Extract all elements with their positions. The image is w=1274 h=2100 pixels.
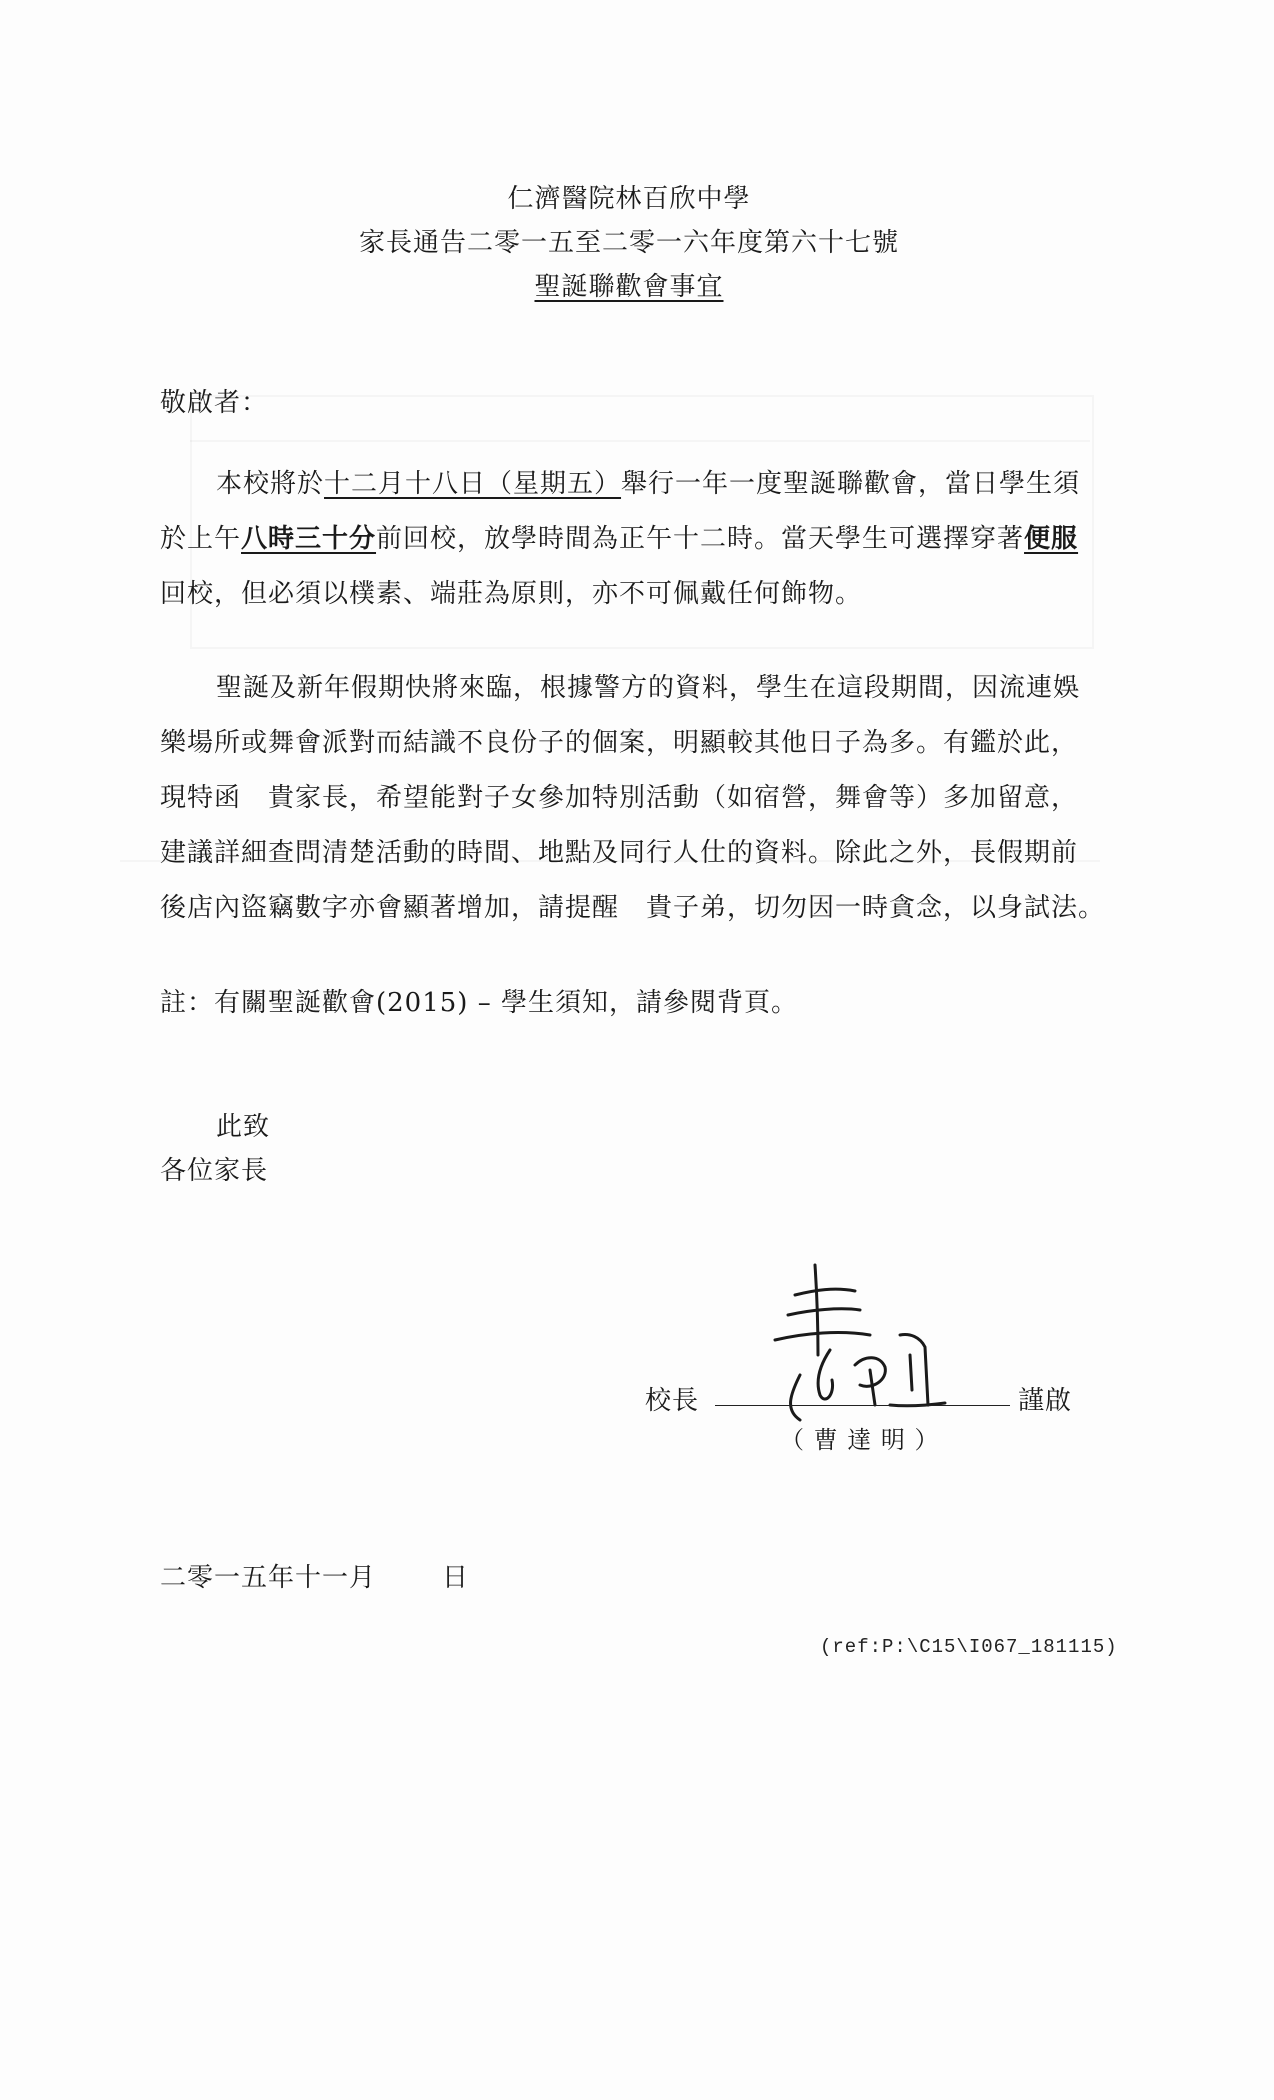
notice-subject [0,266,1258,303]
p1-text: 本校將於 [216,469,325,499]
school-name: 仁濟醫院林百欣中學 [507,184,751,214]
note: 註：有關聖誕歡會(2015) – 學生須知，請參閱背頁。 [160,988,798,1018]
event-date: 十二月十八日（星期五） [324,469,622,499]
signatory-title: 校長 [645,1386,700,1416]
paragraph2-line5: 後店內盜竊數字亦會顯著增加，請提醒 貴子弟，切勿因一時貪念，以身試法。 [160,893,1106,923]
paragraph1-line3: 回校，但必須以樸素、端莊為原則，亦不可佩戴任何飾物。 [160,579,863,609]
paragraph2-line1: 聖誕及新年假期快將來臨，根據警方的資料，學生在這段期間，因流連娛 [216,673,1081,703]
paragraph1-line1 [216,463,1080,500]
paragraph2-line3: 現特函 貴家長，希望能對子女參加特別活動（如宿營，舞會等）多加留意， [160,783,1079,813]
date-year-month: 二零一五年十一月 [160,1563,377,1593]
p1-text: 前回校，放學時間為正午十二時。當天學生可選擇穿著 [376,524,1025,554]
respectfully: 謹啟 [1018,1386,1073,1416]
date-day: 日 [442,1563,470,1593]
p1-text: 舉行一年一度聖誕聯歡會，當日學生須 [621,469,1081,499]
notice-number: 家長通告二零一五至二零一六年度第六十七號 [358,228,899,258]
signature-line [715,1405,1010,1406]
paragraph2-line4: 建議詳細查問清楚活動的時間、地點及同行人仕的資料。除此之外，長假期前 [160,838,1079,868]
p1-text: 於上午 [160,524,242,554]
dress-code: 便服 [1024,524,1079,554]
paragraph1-line2 [160,518,1078,555]
paragraph2-line2: 樂場所或舞會派對而結識不良份子的個案，明顯較其他日子為多。有鑑於此， [160,728,1079,758]
notice-subject-text: 聖誕聯歡會事宜 [534,272,724,302]
show-through-rule [190,440,1090,442]
closing-recipient: 各位家長 [160,1156,269,1186]
closing-line1: 此致 [216,1112,271,1142]
signatory-name: （ 曹 達 明 ） [780,1426,940,1454]
reference-code: (ref:P:\C15\I067_181115) [820,1636,1118,1658]
salutation: 敬啟者： [160,388,269,418]
return-time: 八時三十分 [241,524,377,554]
handwritten-signature [760,1255,960,1430]
